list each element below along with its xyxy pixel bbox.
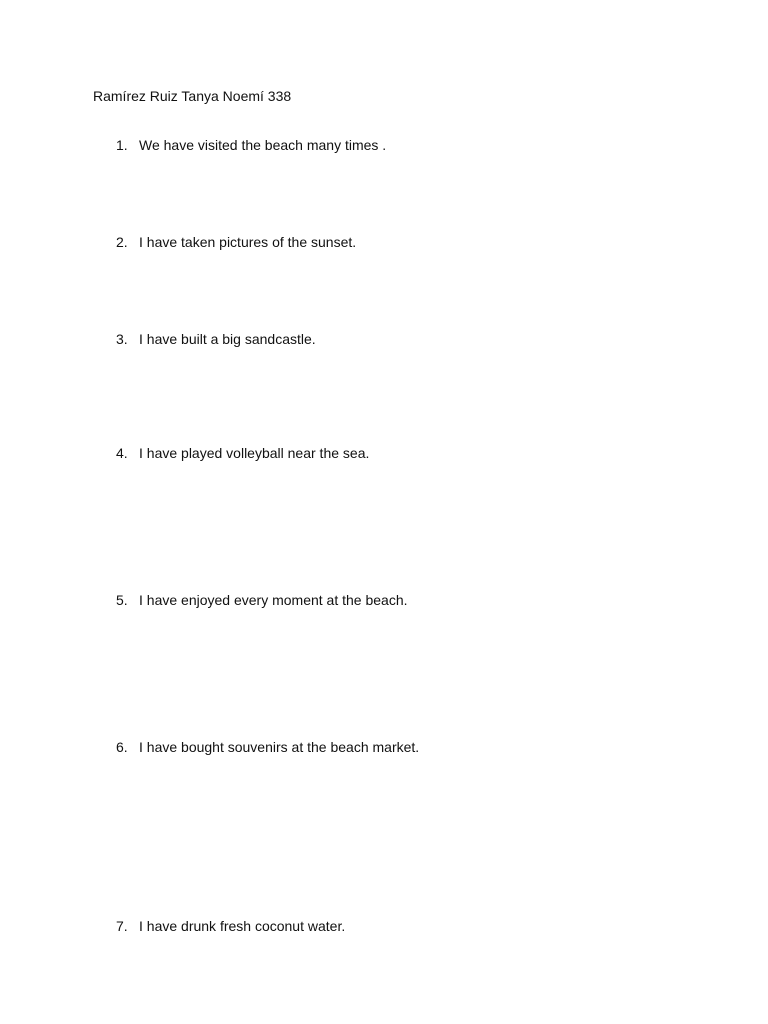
list-item-number: 6. bbox=[116, 739, 128, 755]
student-name-header: Ramírez Ruiz Tanya Noemí 338 bbox=[93, 88, 292, 104]
list-item-number: 5. bbox=[116, 592, 128, 608]
list-item-text: I have built a big sandcastle. bbox=[139, 331, 316, 347]
list-item bbox=[116, 233, 356, 251]
list-item-text: I have bought souvenirs at the beach market. bbox=[139, 739, 420, 755]
list-item-text: We have visited the beach many times . bbox=[139, 137, 387, 153]
list-item bbox=[116, 591, 408, 609]
list-item-number: 4. bbox=[116, 445, 128, 461]
list-item-text: I have taken pictures of the sunset. bbox=[139, 234, 357, 250]
list-item bbox=[116, 330, 316, 348]
list-item bbox=[116, 444, 369, 462]
list-item bbox=[116, 136, 386, 154]
list-item-number: 2. bbox=[116, 234, 128, 250]
list-item-number: 3. bbox=[116, 331, 128, 347]
list-item-text: I have enjoyed every moment at the beach. bbox=[139, 592, 408, 608]
list-item-number: 1. bbox=[116, 137, 128, 153]
list-item-text: I have played volleyball near the sea. bbox=[139, 445, 370, 461]
list-item-number: 7. bbox=[116, 918, 128, 934]
list-item bbox=[116, 738, 419, 756]
list-item bbox=[116, 917, 345, 935]
list-item-text: I have drunk fresh coconut water. bbox=[139, 918, 346, 934]
